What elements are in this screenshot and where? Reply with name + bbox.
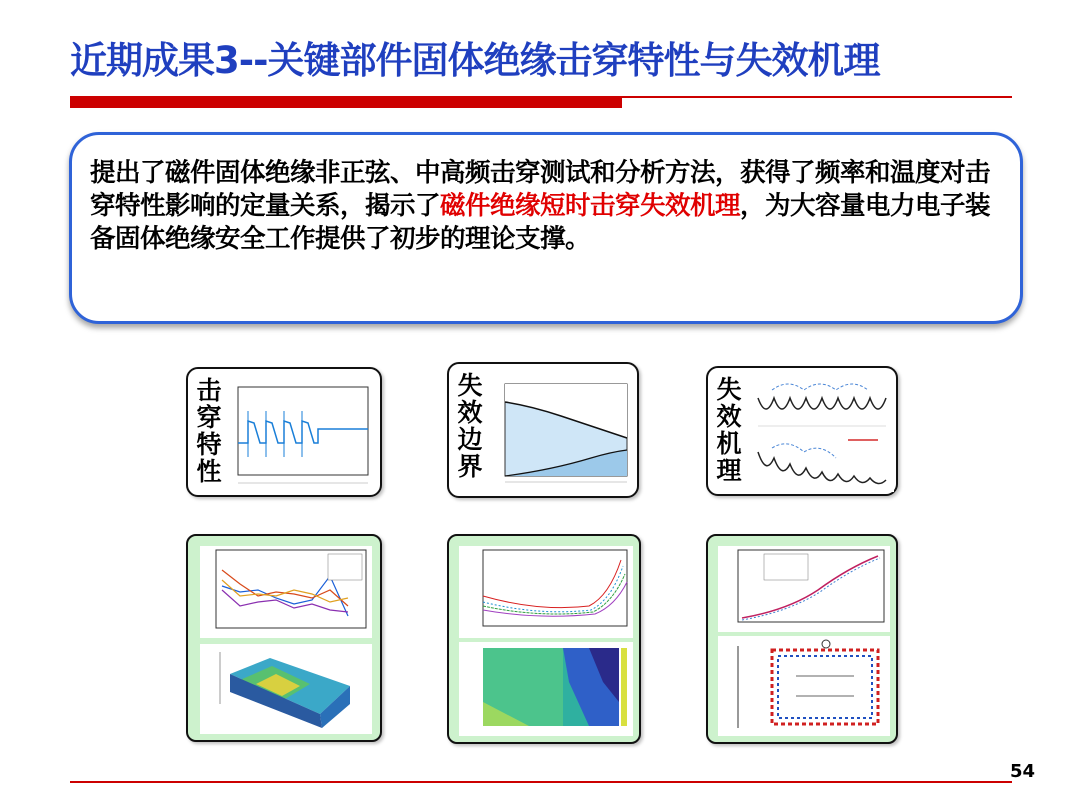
trap-model-diagram: [718, 636, 890, 736]
panel-temperature-contour: [447, 534, 641, 744]
breakdown-frequency-plot: [200, 546, 372, 638]
failure-boundary-figure: [491, 378, 633, 492]
card-label: 击穿特性: [196, 376, 222, 486]
page-number: 54: [1010, 761, 1036, 782]
card-label: 失效边界: [457, 371, 483, 481]
summary-text: [90, 157, 1000, 256]
card-failure-mechanism: [706, 366, 898, 496]
energy-band-figure: [748, 376, 894, 492]
card-label: 失效机理: [716, 375, 742, 485]
summary-highlight: 磁件绝缘短时击穿失效机理: [440, 191, 741, 221]
footer-line: [70, 781, 1012, 783]
temperature-curve-plot: [459, 546, 633, 638]
summary-part1: 提出了磁件固体绝缘非正弦、中高频击穿测试和分析方法，获得了频率和温度对击穿特性影响的定量关系，揭示了: [90, 158, 991, 221]
summary-part2: ，为大容量电力电子装备固体绝缘安全工作提供了初步的理论支撑。: [90, 191, 991, 254]
card-breakdown: [186, 367, 382, 497]
panel-charge-mechanism: [706, 534, 898, 744]
breakdown-surface-plot: [200, 644, 372, 734]
page-title: 近期成果3--关键部件固体绝缘击穿特性与失效机理: [70, 39, 880, 82]
panel-frequency-temperature: [186, 534, 382, 742]
current-density-plot: [718, 546, 890, 632]
card-failure-boundary: [447, 362, 639, 498]
summary-box: [69, 132, 1023, 324]
contour-map: [459, 642, 633, 736]
title-accent-bar: [70, 96, 622, 108]
breakdown-waveform-figure: [226, 381, 376, 491]
